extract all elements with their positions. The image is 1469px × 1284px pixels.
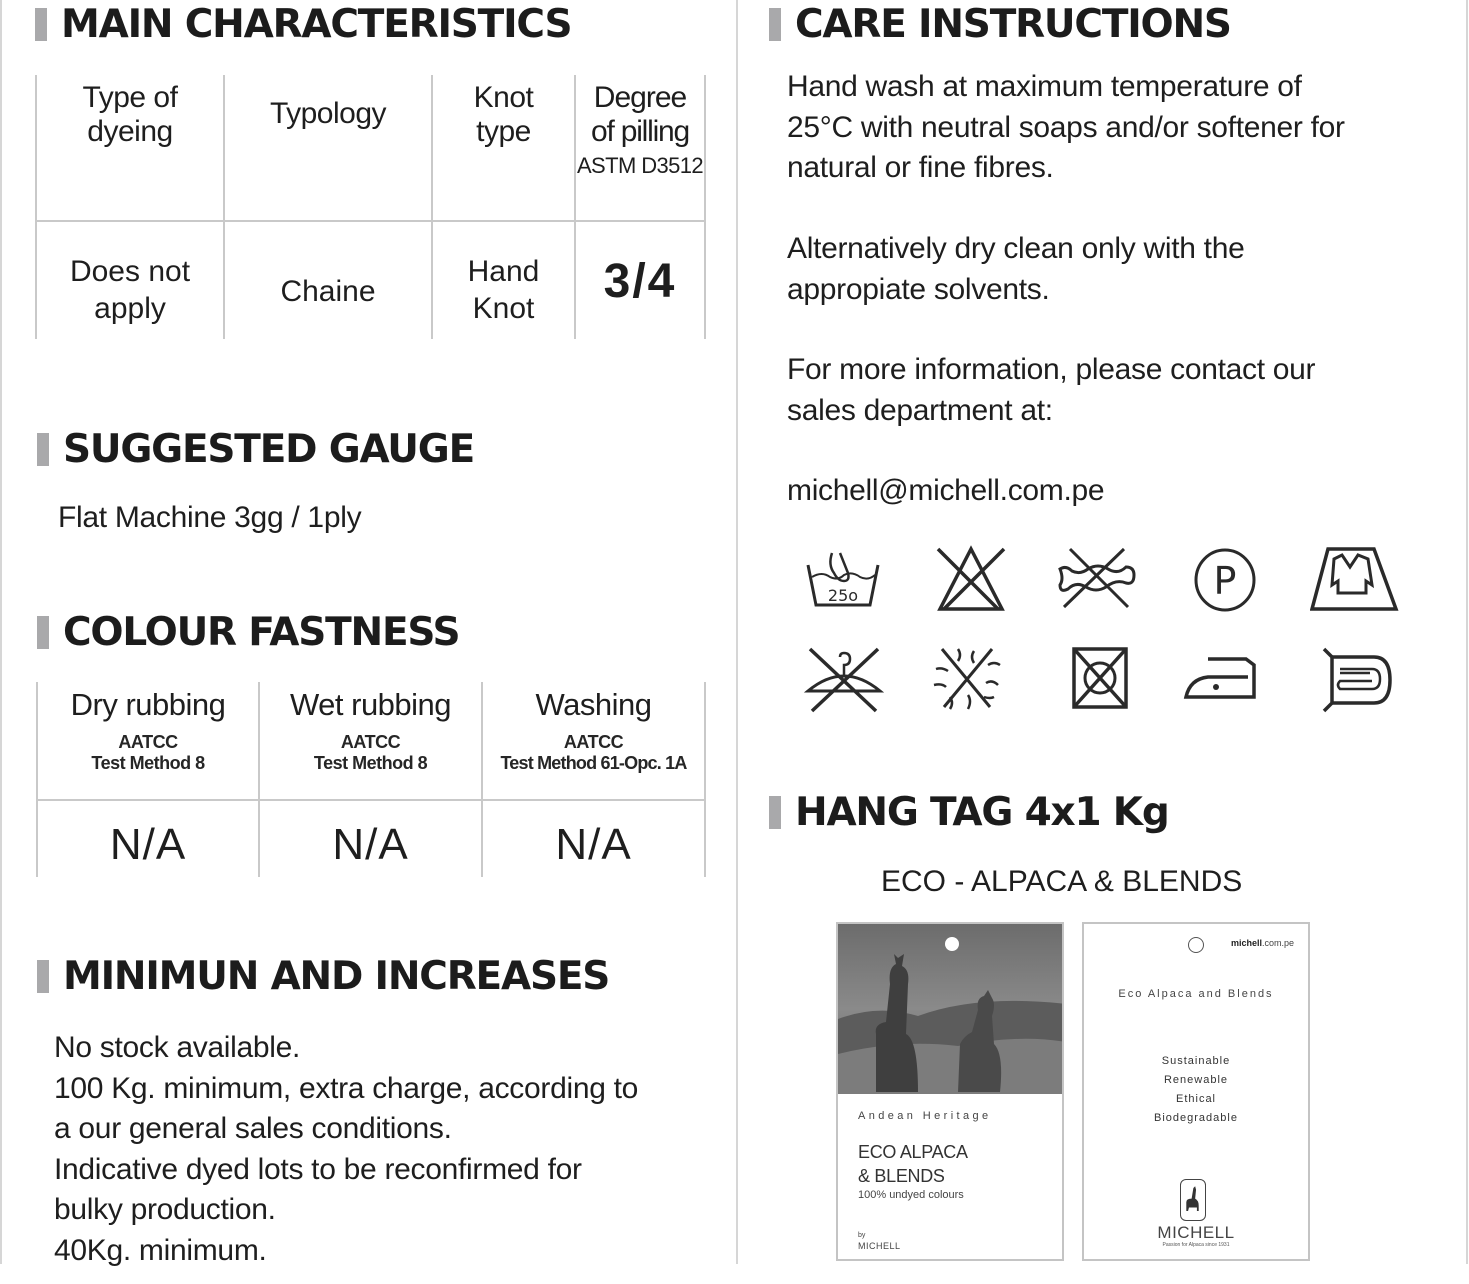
section-title: MINIMUN AND INCREASES	[63, 954, 610, 999]
value-wet-rubbing: N/A	[332, 820, 409, 869]
care-symbols	[800, 545, 1410, 715]
section-title: CARE INSTRUCTIONS	[795, 2, 1231, 47]
title-bar	[769, 8, 781, 41]
tag-url: michell.com.pe	[1230, 938, 1294, 948]
tag-brand: MICHELL	[1157, 1223, 1235, 1242]
header-degree-of-pilling: Degree of pilling ASTM D3512	[576, 81, 704, 178]
tag-hole	[1188, 937, 1204, 953]
section-title: COLOUR FASTNESS	[63, 610, 460, 655]
care-paragraph-3: For more information, please contact our sales department at:	[787, 353, 1316, 427]
value-washing: N/A	[555, 820, 632, 869]
svg-text:P: P	[1213, 559, 1237, 603]
title-bar	[37, 433, 49, 466]
fold-storage-icon	[1310, 645, 1400, 715]
page-left-border	[0, 0, 2, 1264]
page-right-border	[1466, 0, 1468, 1264]
colour-fastness-heading	[37, 610, 459, 655]
value-knot-type: Hand Knot	[467, 255, 540, 325]
value-degree-of-pilling: 3/4	[603, 255, 677, 308]
title-bar	[37, 616, 49, 649]
do-not-hang-dry-icon	[800, 645, 890, 715]
section-title: SUGGESTED GAUGE	[63, 427, 475, 472]
header-type-of-dyeing: Type of dyeing	[82, 81, 178, 148]
do-not-bleach-icon	[926, 545, 1016, 615]
do-not-tumble-dry-icon	[1054, 645, 1144, 715]
column-divider	[736, 0, 738, 1264]
svg-text:25o: 25o	[827, 586, 859, 605]
dry-clean-p-icon	[1182, 545, 1272, 615]
care-paragraph-2: Alternatively dry clean only with the appropiate solvents.	[787, 232, 1245, 306]
header-washing: Washing AATCC Test Method 61-Opc. 1A	[500, 687, 687, 773]
tag-brand-tagline: Passion for Alpaca since 1931	[1162, 1242, 1230, 1248]
section-title: MAIN CHARACTERISTICS	[61, 2, 572, 47]
value-typology: Chaine	[280, 275, 376, 308]
hand-wash-25-icon	[800, 545, 890, 615]
main-characteristics-table	[35, 75, 706, 339]
section-title: HANG TAG 4x1 Kg	[795, 790, 1169, 835]
care-paragraph-1: Hand wash at maximum temperature of 25°C with neutral soaps and/or softener for natural or fine fibres.	[787, 70, 1345, 184]
iron-low-heat-icon	[1182, 645, 1272, 715]
dry-flat-icon	[1310, 545, 1400, 615]
value-dry-rubbing: N/A	[109, 820, 187, 869]
tag-title: Eco Alpaca and Blends	[1118, 988, 1274, 1000]
header-wet-rubbing: Wet rubbing AATCC Test Method 8	[289, 687, 452, 773]
title-bar	[37, 960, 49, 993]
colour-fastness-table	[36, 682, 706, 877]
hang-tag-subtitle: ECO - ALPACA & BLENDS	[881, 865, 1243, 898]
hang-tag-back	[1082, 922, 1310, 1261]
title-bar	[35, 8, 47, 41]
care-instructions-heading	[769, 2, 1231, 47]
suggested-gauge-text: Flat Machine 3gg / 1ply	[58, 501, 362, 534]
hang-tag-front: Andean Heritage ECO ALPACA & BLENDS 100% undyed colours by MICHELL	[836, 922, 1064, 1261]
alpaca-logo-icon	[1180, 1179, 1206, 1221]
header-knot-type: Knot type	[473, 81, 534, 148]
suggested-gauge-heading	[37, 427, 474, 472]
tag-attributes: Sustainable Renewable Ethical Biodegradable	[1154, 1055, 1238, 1124]
title-bar	[769, 796, 781, 829]
alpaca-photo	[838, 924, 1062, 1094]
contact-email[interactable]: michell@michell.com.pe	[787, 474, 1105, 507]
main-characteristics-heading	[35, 2, 571, 47]
minimum-increases-text: No stock available. 100 Kg. minimum, extra charge, according to a our general sales conditions. Indicative dyed lots to be reconfirmed for bulky production. 40Kg. minimum.	[54, 1031, 639, 1267]
do-not-dry-in-sun-icon	[928, 645, 1018, 715]
value-type-of-dyeing: Does not apply	[69, 255, 191, 325]
header-dry-rubbing: Dry rubbing AATCC Test Method 8	[70, 687, 226, 773]
header-typology: Typology	[269, 97, 387, 130]
hang-tag-heading	[769, 790, 1169, 835]
minimum-increases-heading	[37, 954, 609, 999]
do-not-wring-icon	[1054, 545, 1144, 615]
